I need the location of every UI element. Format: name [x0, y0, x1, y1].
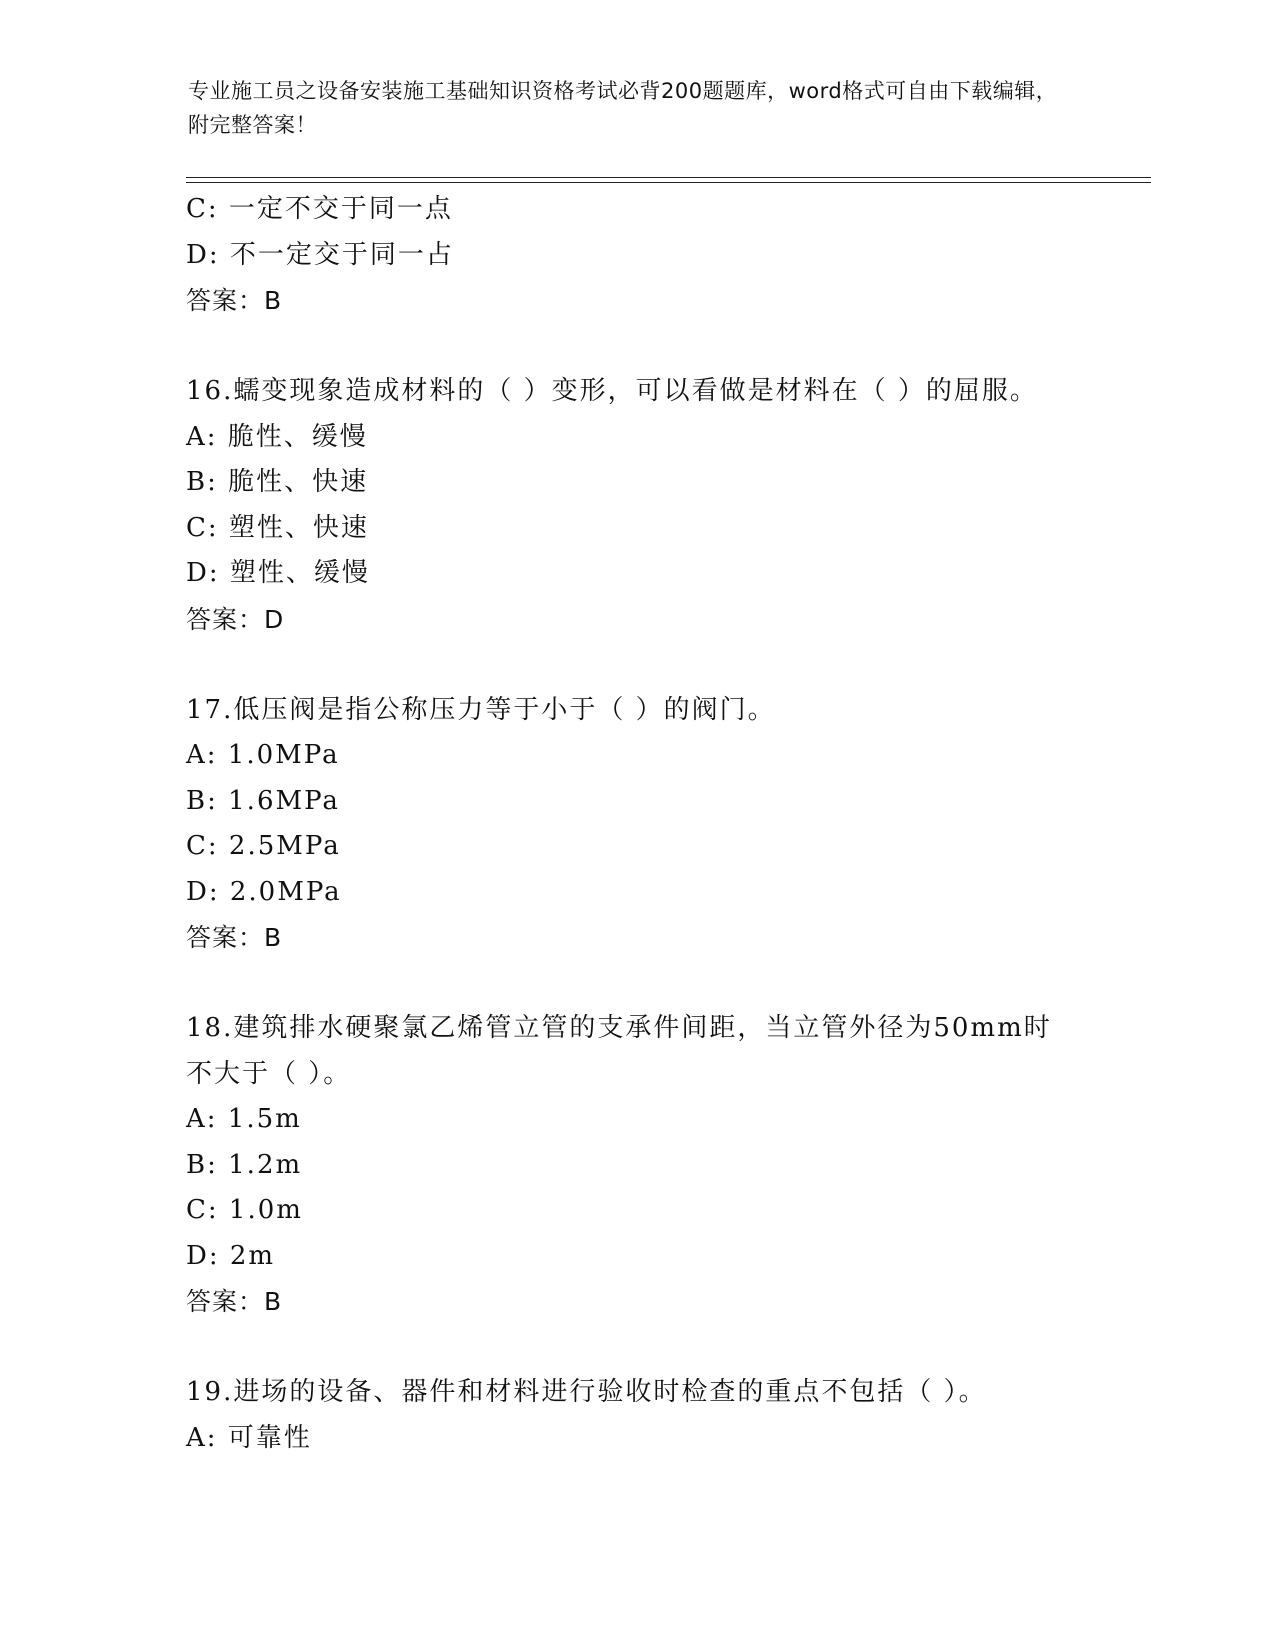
- document-header: 专业施工员之设备安装施工基础知识资格考试必背200题题库，word格式可自由下载编辑，附完整答案！: [188, 79, 1058, 137]
- question-text: 19.进场的设备、器件和材料进行验收时检查的重点不包括（ ）。: [186, 1377, 987, 1407]
- option-line: C: 塑性、快速: [186, 512, 369, 543]
- question-text: 18.建筑排水硬聚氯乙烯管立管的支承件间距，当立管外径为50mm时: [186, 1013, 1052, 1043]
- spacer: [186, 1325, 1086, 1371]
- option-line: D: 2.0MPa: [186, 876, 342, 907]
- question-text: 不大于（ ）。: [186, 1058, 352, 1089]
- option-line: B: 1.2m: [186, 1149, 303, 1180]
- option-line: C: 1.0m: [186, 1195, 303, 1225]
- answer-line: 答案：B: [186, 1287, 283, 1316]
- answer-line: 答案：B: [186, 286, 283, 315]
- option-line: B: 1.6MPa: [186, 785, 340, 816]
- answer-line: 答案：B: [186, 923, 283, 952]
- spacer: [186, 324, 1086, 370]
- option-line: A: 1.0MPa: [186, 740, 340, 770]
- option-line: A: 可靠性: [186, 1422, 312, 1453]
- option-line: A: 脆性、缓慢: [186, 421, 368, 452]
- option-line: A: 1.5m: [186, 1104, 302, 1134]
- question-text: 17.低压阀是指公称压力等于小于（ ）的阀门。: [186, 694, 776, 725]
- answer-line: 答案：D: [186, 604, 285, 634]
- option-line: C: 一定不交于同一点: [186, 194, 453, 224]
- option-line: D: 不一定交于同一占: [186, 239, 454, 270]
- header-rule-bottom: [186, 182, 1151, 183]
- spacer: [186, 961, 1086, 1007]
- question-list: [186, 187, 1086, 1461]
- option-line: D: 塑性、缓慢: [186, 558, 370, 588]
- header-rule-top: [186, 177, 1151, 178]
- question-text: 16.蠕变现象造成材料的（ ）变形，可以看做是材料在（ ）的屈服。: [186, 376, 1038, 406]
- option-line: D: 2m: [186, 1240, 276, 1271]
- option-line: B: 脆性、快速: [186, 467, 369, 497]
- option-line: C: 2.5MPa: [186, 831, 341, 861]
- spacer: [186, 642, 1086, 688]
